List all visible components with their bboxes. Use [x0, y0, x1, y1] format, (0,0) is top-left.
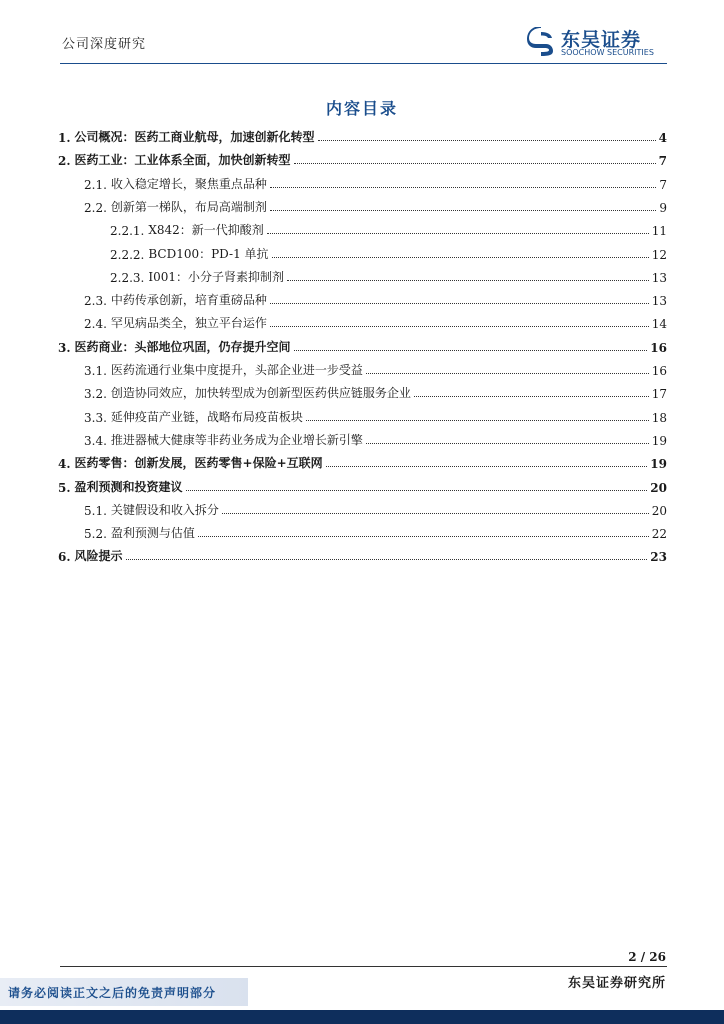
toc-entry[interactable] [84, 523, 667, 541]
brand-logo [527, 25, 677, 59]
toc-entry-number: 6. [58, 550, 71, 565]
toc-entry-number: 2.2.1. [110, 224, 145, 239]
footer-divider [60, 966, 667, 967]
toc-dot-leader [272, 257, 649, 258]
toc-entry-page: 13 [651, 270, 667, 285]
toc-entry-page: 14 [651, 317, 667, 332]
toc-title: 内容目录 [325, 99, 398, 118]
toc-entry-title: 医药商业：头部地位巩固，仍存提升空间 [74, 339, 291, 354]
toc-entry[interactable] [58, 337, 667, 355]
toc-entry-number: 5. [58, 480, 71, 495]
toc-entry[interactable] [84, 360, 667, 378]
toc-entry-number: 3.2. [84, 387, 107, 402]
toc-entry-page: 19 [650, 457, 667, 472]
toc-entry-number: 2.2.3. [110, 270, 145, 285]
toc-entry-number: 5.2. [84, 527, 107, 542]
toc-dot-leader [366, 443, 649, 444]
toc-dot-leader [222, 513, 649, 514]
disclaimer-note: 请务必阅读正文之后的免责声明部分 [8, 986, 217, 1000]
toc-entry-number: 2.2. [84, 200, 107, 215]
toc-entry-page: 20 [651, 503, 667, 518]
toc-entry-page: 12 [651, 247, 667, 262]
toc-entry[interactable] [84, 313, 667, 331]
institute-label: 东吴证券研究所 [567, 976, 666, 991]
toc-entry-title: 医药工业：工业体系全面，加快创新转型 [74, 153, 291, 168]
toc-entry-title: 收入稳定增长，聚焦重点品种 [110, 176, 267, 191]
toc-dot-leader [318, 140, 656, 141]
toc-entry-title: I001：小分子肾素抑制剂 [148, 269, 285, 284]
toc-entry-title: 关键假设和收入拆分 [110, 502, 219, 517]
report-type-label: 公司深度研究 [62, 37, 147, 52]
toc-entry-title: 风险提示 [74, 549, 123, 564]
toc-entry-number: 5.1. [84, 503, 107, 518]
toc-entry-number: 3. [58, 340, 71, 355]
toc-entry[interactable] [58, 477, 667, 495]
toc-entry-title: 推进器械大健康等非药业务成为企业增长新引擎 [110, 432, 363, 447]
toc-entry-page: 17 [651, 387, 667, 402]
toc-entry-page: 20 [650, 480, 667, 495]
toc-entry-number: 2.1. [84, 177, 107, 192]
toc-dot-leader [270, 210, 656, 211]
toc-entry[interactable] [84, 290, 667, 308]
toc-entry[interactable] [84, 500, 667, 518]
toc-entry-number: 4. [58, 457, 71, 472]
toc-dot-leader [366, 373, 649, 374]
toc-entry-page: 7 [659, 177, 667, 192]
toc-dot-leader [186, 490, 648, 491]
toc-entry-number: 1. [58, 131, 71, 145]
toc-entry-number: 2. [58, 154, 71, 169]
toc-entry-page: 9 [659, 200, 667, 215]
toc-entry[interactable] [110, 267, 667, 285]
toc-entry-number: 2.3. [84, 294, 107, 309]
logo-text-en: SOOCHOW SECURITIES [561, 48, 654, 57]
toc-entry[interactable] [58, 127, 667, 145]
toc-entry-page: 18 [651, 410, 667, 425]
toc-entry-title: 盈利预测和投资建议 [74, 479, 183, 494]
toc-dot-leader [326, 466, 648, 467]
toc-entry-title: 延伸疫苗产业链，战略布局疫苗板块 [110, 409, 303, 424]
toc-entry[interactable] [84, 197, 667, 215]
toc-entry[interactable] [58, 150, 667, 168]
toc-entry-page: 16 [650, 340, 667, 355]
toc-entry-title: 创造协同效应，加快转型成为创新型医药供应链服务企业 [110, 386, 411, 401]
toc-dot-leader [198, 536, 649, 537]
toc-entry[interactable] [84, 407, 667, 425]
toc-entry-number: 3.4. [84, 433, 107, 448]
toc-entry-title: 中药传承创新，培育重磅品种 [110, 293, 267, 308]
toc-dot-leader [287, 280, 649, 281]
toc-entry-page: 16 [651, 364, 667, 378]
toc-dot-leader [306, 420, 649, 421]
toc-entry-page: 13 [651, 294, 667, 309]
toc-dot-leader [294, 163, 656, 164]
logo-text-cn: 东吴证券 [561, 29, 642, 51]
footer-bar [0, 1010, 724, 1024]
toc-entry[interactable] [110, 244, 667, 262]
toc-entry-title: 医药零售：创新发展，医药零售+保险+互联网 [74, 456, 323, 471]
toc-entry[interactable] [58, 453, 667, 471]
toc-entry-title: BCD100：PD-1 单抗 [148, 246, 269, 261]
soochow-logo-icon [527, 27, 555, 57]
toc-entry[interactable] [84, 383, 667, 401]
toc-entry[interactable] [110, 220, 667, 238]
toc-entry-title: 盈利预测与估值 [110, 526, 195, 541]
toc-entry-title: 罕见病品类全，独立平台运作 [110, 316, 267, 331]
toc-entry-title: 公司概况：医药工商业航母，加速创新化转型 [74, 130, 315, 144]
toc-dot-leader [267, 233, 649, 234]
toc-entry-number: 3.3. [84, 410, 107, 425]
toc-dot-leader [270, 326, 649, 327]
toc-entry-page: 19 [651, 433, 667, 448]
header-divider [60, 63, 667, 64]
toc-entry-page: 4 [658, 131, 667, 145]
toc-entry-page: 11 [651, 224, 667, 239]
toc-entry-number: 2.2.2. [110, 247, 145, 262]
toc-dot-leader [414, 396, 649, 397]
toc-entry[interactable] [84, 174, 667, 192]
toc-dot-leader [270, 303, 649, 304]
toc-entry-title: 医药流通行业集中度提升，头部企业进一步受益 [110, 363, 363, 377]
toc-entry-number: 2.4. [84, 317, 107, 332]
toc-entry-number: 3.1. [84, 364, 107, 378]
toc-entry-title: 创新第一梯队，布局高端制剂 [110, 199, 267, 214]
toc-entry-page: 22 [651, 527, 667, 542]
toc-entry-page: 23 [650, 550, 667, 565]
toc-entry[interactable] [84, 430, 667, 448]
page-indicator: 2 / 26 [628, 950, 666, 964]
toc-dot-leader [270, 187, 656, 188]
toc-dot-leader [126, 559, 648, 560]
toc-entry[interactable] [58, 546, 667, 564]
toc-entry-page: 7 [658, 154, 667, 169]
toc-entry-title: X842：新一代抑酸剂 [148, 223, 264, 238]
toc-dot-leader [294, 350, 648, 351]
